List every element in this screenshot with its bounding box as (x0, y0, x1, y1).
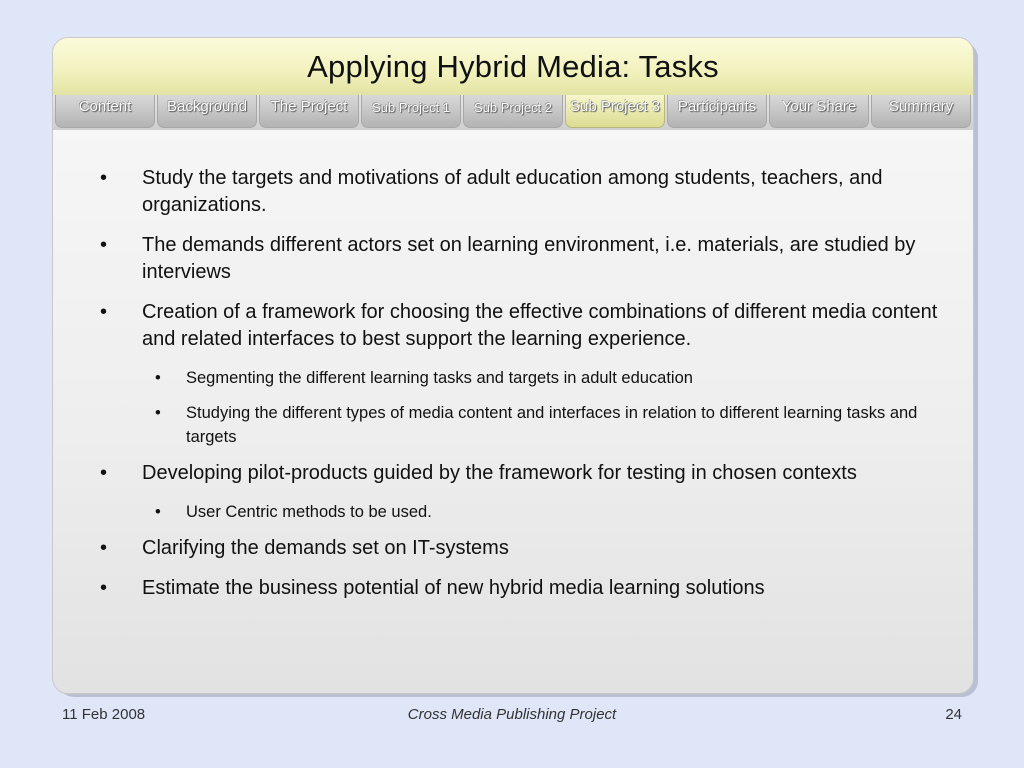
bullet-dot: • (100, 301, 108, 323)
tab-background[interactable]: Background (157, 95, 257, 128)
content-area (90, 165, 940, 615)
sub-bullet-item (90, 401, 940, 449)
tab-the-project[interactable]: The Project (259, 95, 359, 128)
bullet-dot: • (155, 369, 161, 387)
bullet-item (90, 165, 940, 219)
bullet-dot: • (100, 577, 108, 599)
sub-bullet-item (90, 500, 940, 524)
bullet-item (90, 460, 940, 487)
bullet-dot: • (100, 167, 108, 189)
bullet-item (90, 232, 940, 286)
footer-page-number: 24 (945, 706, 962, 723)
tab-sub-project-2[interactable]: Sub Project 2 (463, 95, 563, 128)
bullet-text: Creation of a framework for choosing the effective combinations of different media content and related interfaces to best support the learning experience. (142, 301, 938, 350)
bullet-text: Estimate the business potential of new hybrid media learning solutions (142, 577, 765, 599)
sub-bullet-item (90, 366, 940, 390)
bullet-item (90, 575, 940, 602)
bullet-item (90, 535, 940, 562)
footer-project-name: Cross Media Publishing Project (407, 706, 617, 723)
bullet-dot: • (100, 537, 108, 559)
footer-date: 11 Feb 2008 (62, 706, 146, 723)
sub-bullet-text: Segmenting the different learning tasks and targets in adult education (186, 369, 693, 387)
sub-bullet-text: User Centric methods to be used. (186, 503, 432, 521)
tab-sub-project-1[interactable]: Sub Project 1 (361, 95, 461, 128)
bullet-text: Developing pilot-products guided by the framework for testing in chosen contexts (142, 462, 857, 484)
slide-title: Applying Hybrid Media: Tasks (307, 49, 719, 84)
tab-content[interactable]: Content (55, 95, 155, 128)
tab-sub-project-3[interactable]: Sub Project 3 (565, 95, 665, 128)
sub-bullet-text: Studying the different types of media content and interfaces in relation to different learning tasks and targets (186, 404, 918, 446)
bullet-dot: • (100, 234, 108, 256)
tab-participants[interactable]: Participants (667, 95, 767, 128)
nav-bar (53, 95, 973, 130)
bullet-item (90, 299, 940, 353)
bullet-text: The demands different actors set on learning environment, i.e. materials, are studied by interviews (142, 234, 916, 283)
bullet-dot: • (100, 462, 108, 484)
title-bar (53, 38, 973, 96)
bullet-dot: • (155, 404, 161, 422)
bullet-text: Clarifying the demands set on IT-systems (142, 537, 509, 559)
bullet-dot: • (155, 503, 161, 521)
tab-your-share[interactable]: Your Share (769, 95, 869, 128)
tab-summary[interactable]: Summary (871, 95, 971, 128)
bullet-text: Study the targets and motivations of adult education among students, teachers, and organizations. (142, 167, 883, 216)
